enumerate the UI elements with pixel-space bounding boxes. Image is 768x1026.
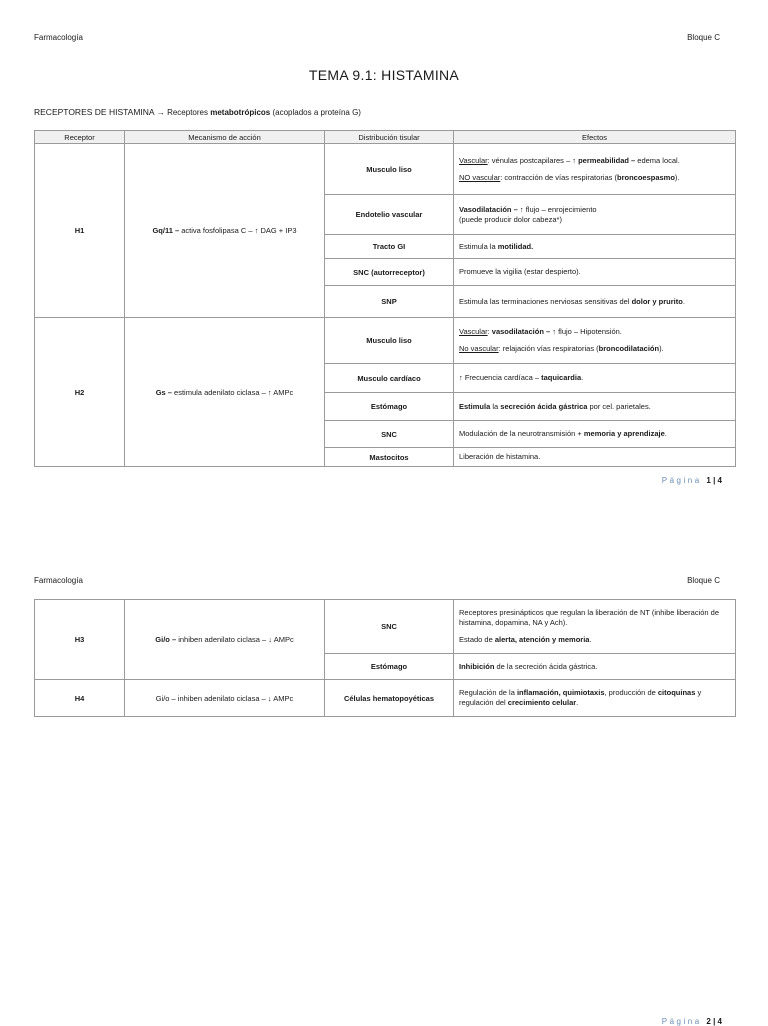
tissue-cell: Musculo liso bbox=[325, 144, 454, 195]
effect-text: : contracción de vías respiratorias ( bbox=[500, 172, 617, 182]
effect-bold: taquicardia bbox=[541, 373, 582, 383]
effect-bold: Vasodilatación – bbox=[459, 204, 518, 214]
effect-text: Estimula las terminaciones nerviosas sensitivas del bbox=[459, 296, 632, 306]
effect-text: , producción de bbox=[604, 688, 658, 698]
mechanism-h3 bbox=[125, 600, 325, 680]
arrow-icon: → bbox=[156, 108, 165, 117]
tissue-cell: SNC (autorreceptor) bbox=[325, 259, 454, 286]
page-label: Página bbox=[661, 1017, 702, 1026]
mechanism-protein: Gs – bbox=[155, 387, 172, 397]
effect-bold: motilidad. bbox=[497, 241, 534, 251]
effect-cell bbox=[454, 421, 736, 448]
col-header-effects: Efectos bbox=[454, 131, 736, 144]
effect-text: y regulación del bbox=[459, 688, 702, 707]
page-number bbox=[662, 1017, 722, 1026]
tissue-cell: SNP bbox=[325, 286, 454, 318]
effect-cell bbox=[454, 654, 736, 680]
table-row bbox=[35, 144, 736, 195]
page-count: 2 | 4 bbox=[706, 1017, 722, 1026]
table-row bbox=[35, 318, 736, 364]
effect-text: (puede producir dolor cabeza*) bbox=[459, 214, 562, 224]
page-title: TEMA 9.1: HISTAMINA bbox=[308, 67, 460, 83]
mechanism-h2 bbox=[125, 318, 325, 467]
table-row bbox=[35, 600, 736, 654]
page-label: Página bbox=[661, 476, 702, 485]
effect-cell bbox=[454, 235, 736, 259]
effect-text: ↑ flujo – Hipotensión. bbox=[550, 327, 622, 337]
effect-bold: broncodilatación bbox=[598, 344, 660, 353]
mechanism-protein: Gi/o – bbox=[155, 635, 177, 644]
effect-bold: citoquinas bbox=[657, 688, 696, 698]
effect-text: ↑ Frecuencia cardíaca – bbox=[459, 373, 542, 383]
effect-cell bbox=[454, 195, 736, 235]
effect-text: Receptores presinápticos que regulan la liberación de NT (inhibe liberación de histamina, dopamina, NA y Ach). bbox=[459, 608, 720, 628]
receptor-table-continued bbox=[34, 599, 736, 717]
effect-text: . bbox=[576, 698, 579, 707]
effect-cell bbox=[454, 600, 736, 654]
effect-text: : bbox=[487, 327, 492, 337]
effect-bold: dolor y prurito bbox=[631, 296, 683, 306]
header-block: Bloque C bbox=[687, 576, 720, 585]
effect-bold: Inhibición bbox=[459, 661, 495, 671]
effect-text: Estado de bbox=[459, 634, 495, 644]
effect-text: ). bbox=[674, 172, 680, 182]
effect-cell bbox=[454, 393, 736, 421]
effect-text: edema local. bbox=[635, 155, 680, 165]
effect-bold: crecimiento celular bbox=[507, 698, 577, 707]
effect-cell bbox=[454, 364, 736, 393]
effect-cell bbox=[454, 680, 736, 717]
page-header bbox=[34, 576, 720, 585]
header-subject: Farmacología bbox=[34, 576, 83, 585]
mechanism-protein: Gq/11 – bbox=[152, 226, 180, 235]
col-header-distribution: Distribución tisular bbox=[325, 131, 454, 144]
intro-bold: metabotrópicos bbox=[210, 108, 271, 117]
effect-bold: ↑ permeabilidad – bbox=[572, 155, 636, 165]
tissue-cell: Estómago bbox=[325, 654, 454, 680]
effect-text: : vénulas postcapilares – bbox=[487, 155, 573, 165]
effect-cell bbox=[454, 318, 736, 364]
header-subject: Farmacología bbox=[34, 33, 83, 42]
effect-text: la bbox=[490, 401, 501, 411]
effect-text: No vascular bbox=[459, 344, 499, 353]
tissue-cell: Tracto GI bbox=[325, 235, 454, 259]
effect-text: de la secreción ácida gástrica. bbox=[494, 661, 598, 671]
tissue-cell: Células hematopoyéticas bbox=[325, 680, 454, 717]
effect-text: NO vascular bbox=[459, 172, 501, 182]
effect-cell: Liberación de histamina. bbox=[454, 448, 736, 467]
mechanism-h1 bbox=[125, 144, 325, 318]
tissue-cell: Mastocitos bbox=[325, 448, 454, 467]
effect-text: . bbox=[664, 429, 667, 439]
effect-text: por cel. parietales. bbox=[587, 401, 651, 411]
tissue-cell: Musculo liso bbox=[325, 318, 454, 364]
mechanism-text: inhiben adenilato ciclasa – ↓ AMPc bbox=[176, 635, 294, 644]
col-header-receptor: Receptor bbox=[35, 131, 125, 144]
page-count: 1 | 4 bbox=[706, 476, 722, 485]
effect-text: ↑ flujo – enrojecimiento bbox=[517, 204, 597, 214]
effect-bold: Estimula bbox=[459, 401, 491, 411]
effect-bold: vasodilatación – bbox=[491, 327, 551, 337]
tissue-cell: Endotelio vascular bbox=[325, 195, 454, 235]
effect-text: ). bbox=[659, 344, 664, 353]
receptor-h1: H1 bbox=[35, 144, 125, 318]
effect-text: Regulación de la bbox=[459, 688, 517, 698]
effect-bold: broncoespasmo bbox=[616, 172, 675, 182]
tissue-cell: SNC bbox=[325, 600, 454, 654]
effect-text: Vascular bbox=[459, 327, 488, 337]
header-block: Bloque C bbox=[687, 33, 720, 42]
page-header bbox=[34, 33, 720, 42]
effect-cell bbox=[454, 144, 736, 195]
receptor-table bbox=[34, 130, 736, 467]
intro-note: (acoplados a proteína G) bbox=[272, 108, 361, 117]
receptor-h3: H3 bbox=[35, 600, 125, 680]
intro-prefix: RECEPTORES DE HISTAMINA bbox=[34, 107, 155, 117]
col-header-mechanism: Mecanismo de acción bbox=[125, 131, 325, 144]
effect-text: . bbox=[682, 296, 685, 306]
tissue-cell: SNC bbox=[325, 421, 454, 448]
intro-text: Receptores bbox=[167, 108, 208, 117]
receptor-h2: H2 bbox=[35, 318, 125, 467]
tissue-cell: Musculo cardíaco bbox=[325, 364, 454, 393]
effect-text: . bbox=[581, 373, 584, 383]
intro-line bbox=[34, 107, 361, 117]
table-row bbox=[35, 680, 736, 717]
effect-bold: inflamación, quimiotaxis bbox=[516, 688, 605, 698]
receptor-h4: H4 bbox=[35, 680, 125, 717]
mechanism-text: activa fosfolipasa C – ↑ DAG + IP3 bbox=[179, 226, 297, 235]
effect-bold: memoria y aprendizaje bbox=[583, 429, 665, 439]
table-header-row bbox=[35, 131, 736, 144]
effect-text: . bbox=[589, 634, 592, 644]
effect-bold: secreción ácida gástrica bbox=[500, 401, 588, 411]
effect-text: Modulación de la neurotransmisión + bbox=[459, 429, 584, 439]
effect-text: : relajación vías respiratorias ( bbox=[498, 344, 599, 353]
effect-bold: alerta, atención y memoria bbox=[494, 634, 590, 644]
mechanism-h4: Gi/o – inhiben adenilato ciclasa – ↓ AMPc bbox=[125, 680, 325, 717]
effect-cell bbox=[454, 286, 736, 318]
effect-text: Estimula la bbox=[459, 241, 498, 251]
effect-text: Vascular bbox=[459, 155, 488, 165]
tissue-cell: Estómago bbox=[325, 393, 454, 421]
page-number bbox=[662, 476, 722, 485]
mechanism-text: estimula adenilato ciclasa – ↑ AMPc bbox=[171, 387, 294, 397]
effect-cell: Promueve la vigilia (estar despierto). bbox=[454, 259, 736, 286]
